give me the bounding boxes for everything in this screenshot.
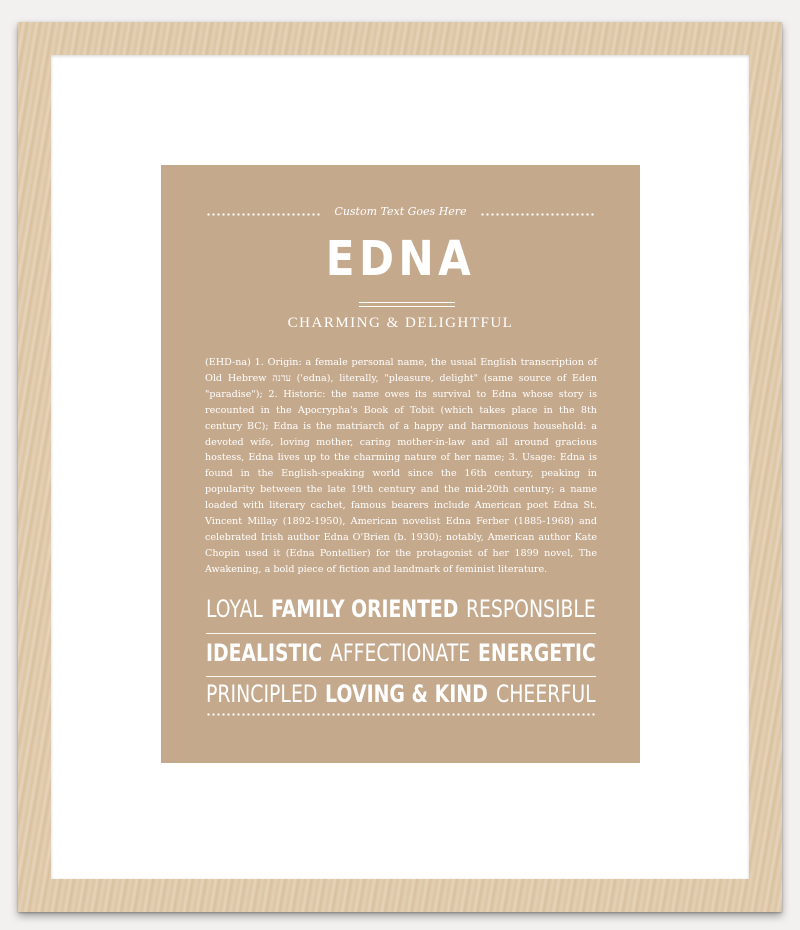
trait-row-divider [206,676,596,677]
trait-word: CHEERFUL [496,680,596,708]
tagline: CHARMING & DELIGHTFUL [287,315,514,331]
trait-word: RESPONSIBLE [466,595,596,623]
trait-word: ENERGETIC [478,639,596,667]
trait-word: AFFECTIONATE [330,639,471,667]
trait-word: PRINCIPLED [206,680,318,708]
dotted-divider-right [480,213,595,216]
dotted-divider-left [206,213,321,216]
name-print [161,165,640,763]
name-underline-rule [359,302,455,303]
trait-word: LOVING & KIND [325,680,489,708]
custom-text-row [206,205,595,223]
trait-row-divider [206,633,596,634]
trait-row-1 [206,595,596,629]
name-definition: (EHD-na) 1. Origin: a female personal name, the usual English transcription of Old Hebrew עדנה ('edna), literally, "pleasure, delight" (same source of Eden "paradise"); 2. Historic: the name owes its survival to Edna whose story is recounted in the Apocrypha's Book of Tobit (which takes place in the 8th century BC); Edna is the matriarch of a happy and harmonious household: a devoted wife, loving mother, caring mother-in-law and all around gracious hostess, Edna lives up to the charming nature of her name; 3. Usage: Edna is found in the English-speaking world since the 16th century, peaking in popularity between the late 19th century and the mid-20th century; a name loaded with literary cachet, famous bearers include American poet Edna St. Vincent Millay (1892-1950), American novelist Edna Ferber (1885-1968) and celebrated Irish author Edna O'Brien (b. 1930); notably, American author Kate Chopin used it (Edna Pontellier) for the protagonist of her 1899 novel, The Awakening, a bold piece of fiction and landmark of feminist literature. [205,357,597,575]
dotted-divider-bottom [206,713,596,716]
trait-word: FAMILY ORIENTED [270,595,459,623]
trait-row-2 [206,639,596,673]
trait-word: IDEALISTIC [206,639,323,667]
trait-row-3 [206,680,596,714]
custom-text: Custom Text Goes Here [334,205,467,218]
name-underline-rule [359,306,455,307]
trait-word: LOYAL [206,595,263,623]
name-title: EDNA [325,231,476,287]
